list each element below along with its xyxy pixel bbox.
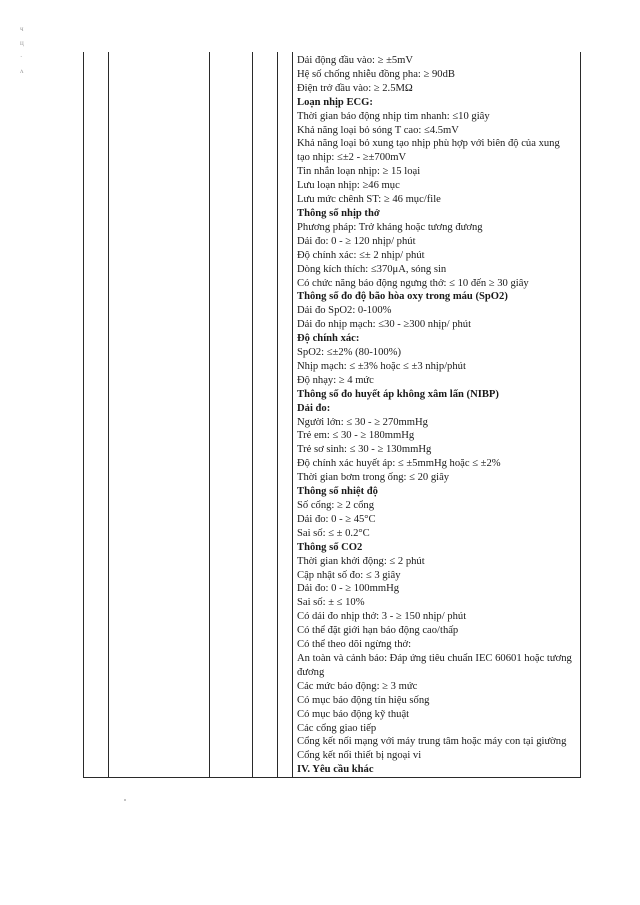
section-heading: Thông số đo huyết áp không xâm lấn (NIBP) <box>297 388 499 400</box>
spec-line: Dải đo: 0 - ≥ 120 nhịp/ phút <box>297 235 416 247</box>
spec-line: Dải đo SpO2: 0-100% <box>297 305 392 317</box>
spec-line: Độ chính xác: ≤± 2 nhịp/ phút <box>297 249 425 261</box>
specification-cell <box>297 54 572 777</box>
spec-line: Cổng kết nối thiết bị ngoại vi <box>297 750 422 762</box>
margin-scan-marks <box>20 22 40 78</box>
spec-line: Người lớn: ≤ 30 - ≥ 270mmHg <box>297 416 428 428</box>
spec-line: Cổng kết nối mạng với máy trung tâm hoặc máy con tại giường <box>297 736 567 748</box>
spec-line: Dải đo: 0 - ≥ 100mmHg <box>297 583 400 595</box>
spec-line: Có mục báo động kỹ thuật <box>297 708 410 720</box>
spec-line: Sai số: ≤ ± 0.2°C <box>297 527 370 539</box>
spec-line: An toàn và cảnh báo: Đáp ứng tiêu chuẩn IEC 60601 hoặc tương đương <box>297 652 572 678</box>
spec-line: Trẻ em: ≤ 30 - ≥ 180mmHg <box>297 430 415 442</box>
spec-line: Có chức năng báo động ngưng thở: ≤ 10 đến ≥ 30 giây <box>297 277 529 289</box>
spec-line: Trẻ sơ sinh: ≤ 30 - ≥ 130mmHg <box>297 444 432 456</box>
column-divider <box>292 52 293 777</box>
spec-line: Dải đo: 0 - ≥ 45°C <box>297 513 376 525</box>
spec-line: Dòng kích thích: ≤370μA, sóng sin <box>297 263 447 275</box>
margin-mark: ц <box>20 39 24 47</box>
margin-mark: · <box>20 53 23 61</box>
spec-line: Dải đo nhịp mạch: ≤30 - ≥300 nhịp/ phút <box>297 319 472 331</box>
spec-line: Lưu mức chênh ST: ≥ 46 mục/file <box>297 194 441 206</box>
scan-speck <box>124 799 126 801</box>
column-divider <box>252 52 253 777</box>
spec-line: Có dải đo nhịp thở: 3 - ≥ 150 nhịp/ phút <box>297 611 467 623</box>
section-heading: Độ chính xác: <box>297 333 360 345</box>
spec-line: Thời gian khởi động: ≤ 2 phút <box>297 555 425 567</box>
section-heading: Thông số nhiệt độ <box>297 486 378 498</box>
spec-line: Cập nhật số đo: ≤ 3 giây <box>297 569 401 581</box>
spec-line: Khả năng loại bỏ sóng T cao: ≤4.5mV <box>297 124 459 136</box>
specification-table <box>83 52 581 778</box>
section-heading: Loạn nhịp ECG: <box>297 96 373 108</box>
spec-line: Có thể đặt giới hạn báo động cao/thấp <box>297 625 459 637</box>
spec-line: Thời gian báo động nhịp tim nhanh: ≤10 giây <box>297 110 490 122</box>
spec-line: Khả năng loại bỏ xung tạo nhịp phù hợp với biên độ của xung tạo nhịp: ≤±2 - ≥±700mV <box>297 138 560 164</box>
section-heading: Thông số CO2 <box>297 541 363 553</box>
margin-mark: ч <box>20 25 24 33</box>
spec-line: Các cổng giao tiếp <box>297 722 377 734</box>
spec-line: SpO2: ≤±2% (80-100%) <box>297 347 402 359</box>
column-divider <box>108 52 109 777</box>
spec-line: Độ chính xác huyết áp: ≤ ±5mmHg hoặc ≤ ±2% <box>297 458 501 470</box>
spec-line: Thời gian bơm trong ống: ≤ 20 giây <box>297 472 450 484</box>
spec-line: Dải động đầu vào: ≥ ±5mV <box>297 55 414 66</box>
spec-line: Có thể theo dõi ngừng thở: <box>297 639 412 651</box>
spec-line: Tin nhắn loạn nhịp: ≥ 15 loại <box>297 166 421 178</box>
spec-line: Có mục báo động tín hiệu sống <box>297 694 430 706</box>
spec-line: Điện trở đầu vào: ≥ 2.5MΩ <box>297 82 413 94</box>
section-heading: IV. Yêu cầu khác <box>297 764 374 776</box>
spec-line: Sai số: ± ≤ 10% <box>297 597 365 609</box>
spec-line: Lưu loạn nhịp: ≥46 mục <box>297 180 400 192</box>
column-divider <box>209 52 210 777</box>
spec-line: Nhịp mạch: ≤ ±3% hoặc ≤ ±3 nhịp/phút <box>297 360 466 372</box>
section-heading: Thông số nhịp thở <box>297 207 380 219</box>
margin-mark: ʌ <box>20 67 24 75</box>
section-heading: Thông số đo độ bão hòa oxy trong máu (SpO2) <box>297 291 508 303</box>
section-heading: Dải đo: <box>297 402 331 414</box>
spec-line: Số cổng: ≥ 2 cổng <box>297 500 375 511</box>
spec-line: Độ nhạy: ≥ 4 mức <box>297 374 374 386</box>
spec-line: Hệ số chống nhiễu đồng pha: ≥ 90dB <box>297 68 455 80</box>
spec-line: Phương pháp: Trở kháng hoặc tương đương <box>297 221 483 233</box>
column-divider <box>277 52 278 777</box>
spec-line: Các mức báo động: ≥ 3 mức <box>297 680 418 692</box>
